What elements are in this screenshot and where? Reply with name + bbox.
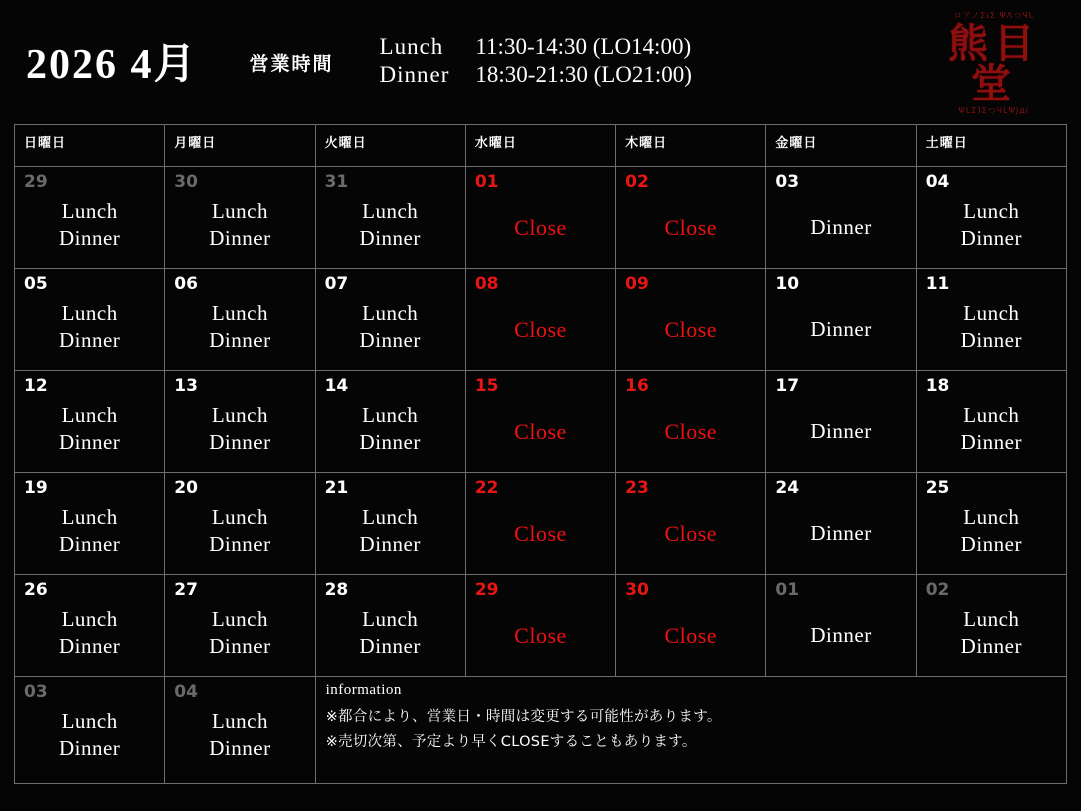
calendar-day-cell[interactable] [465, 575, 615, 677]
calendar-day-status-line: Close [664, 316, 718, 342]
calendar-day-status [917, 402, 1066, 456]
calendar-day-status-line: Lunch [211, 708, 268, 733]
calendar-day-status-line: Dinner [209, 633, 271, 658]
calendar-day-cell[interactable] [15, 269, 165, 371]
calendar-day-status [15, 606, 164, 660]
calendar-day-cell[interactable] [165, 473, 315, 575]
calendar-day-status [15, 504, 164, 558]
calendar-day-number: 27 [174, 580, 198, 600]
calendar-day-number: 24 [775, 478, 800, 498]
calendar-day-status-line: Dinner [359, 429, 421, 454]
calendar-day-status [766, 316, 915, 343]
calendar-day-number: 31 [324, 172, 349, 192]
business-hours-name-lunch: Lunch [379, 34, 444, 59]
calendar-day-status [316, 198, 465, 252]
calendar-day-status-line: Lunch [963, 606, 1020, 631]
calendar-day-cell[interactable] [916, 371, 1066, 473]
calendar-day-status-line: Lunch [211, 606, 268, 631]
calendar-day-status [466, 622, 615, 650]
calendar-day-status [917, 606, 1066, 660]
calendar-day-cell[interactable] [616, 575, 766, 677]
calendar-day-status-line: Dinner [810, 622, 872, 647]
calendar-day-cell[interactable] [916, 575, 1066, 677]
calendar-day-status-line: Dinner [209, 429, 271, 454]
calendar-day-cell[interactable] [315, 371, 465, 473]
calendar-day-status-line: Dinner [58, 429, 121, 454]
calendar-day-status-line: Lunch [963, 504, 1020, 529]
calendar-day-status [165, 198, 314, 252]
calendar-day-number: 02 [625, 172, 649, 192]
calendar-day-cell[interactable] [15, 677, 165, 784]
calendar-day-status [316, 402, 465, 456]
calendar-day-number: 22 [474, 478, 499, 498]
calendar-day-status-line: Dinner [58, 633, 121, 658]
calendar-day-status-line: Close [514, 316, 567, 342]
monthly-calendar [14, 124, 1067, 784]
calendar-day-status-line: Dinner [810, 418, 872, 443]
calendar-weekday-header: 日曜日 [15, 125, 165, 167]
calendar-day-number: 20 [174, 478, 198, 498]
calendar-day-cell[interactable] [165, 677, 315, 784]
calendar-day-cell[interactable] [616, 167, 766, 269]
calendar-day-cell[interactable] [165, 575, 315, 677]
calendar-day-status [15, 198, 164, 252]
calendar-day-number: 17 [775, 376, 800, 396]
calendar-weekday-header: 水曜日 [465, 125, 615, 167]
calendar-day-number: 03 [775, 172, 800, 192]
calendar-day-number: 02 [925, 580, 950, 600]
calendar-day-status [165, 300, 314, 354]
calendar-day-status [917, 300, 1066, 354]
calendar-day-cell[interactable] [315, 473, 465, 575]
calendar-day-status-line: Lunch [362, 300, 419, 325]
calendar-day-number: 30 [174, 172, 198, 192]
calendar-day-status-line: Dinner [960, 225, 1022, 250]
calendar-day-number: 03 [24, 682, 48, 702]
calendar-day-number: 30 [625, 580, 649, 600]
calendar-day-status-line: Close [664, 214, 718, 240]
calendar-weekday-header: 土曜日 [916, 125, 1066, 167]
business-hours-label: 営業時間 [249, 52, 334, 75]
calendar-day-status-line: Dinner [810, 520, 872, 545]
business-hours-time-lunch: 11:30-14:30 (LO14:00) [475, 34, 692, 59]
calendar-day-cell[interactable] [766, 473, 916, 575]
logo-main-text: 熊目堂 [948, 21, 1040, 106]
calendar-day-number: 10 [775, 274, 800, 294]
calendar-day-cell[interactable] [766, 575, 916, 677]
calendar-day-number: 01 [775, 580, 800, 600]
calendar-day-number: 16 [625, 376, 649, 396]
calendar-day-status-line: Lunch [362, 504, 419, 529]
calendar-day-status-line: Dinner [58, 735, 121, 760]
calendar-day-status-line: Lunch [61, 402, 118, 427]
calendar-day-cell[interactable] [766, 167, 916, 269]
calendar-day-status-line: Dinner [359, 531, 421, 556]
calendar-day-number: 04 [174, 682, 198, 702]
calendar-day-cell[interactable] [616, 473, 766, 575]
calendar-week-row [15, 473, 1067, 575]
calendar-day-status-line: Dinner [960, 633, 1022, 658]
calendar-day-cell[interactable] [465, 269, 615, 371]
calendar-day-cell[interactable] [315, 575, 465, 677]
calendar-day-status [766, 214, 915, 241]
calendar-day-cell[interactable] [465, 371, 615, 473]
calendar-day-number: 05 [24, 274, 48, 294]
calendar-day-number: 15 [474, 376, 499, 396]
calendar-weekday-header: 金曜日 [766, 125, 916, 167]
calendar-day-status-line: Dinner [58, 225, 121, 250]
calendar-day-status [316, 504, 465, 558]
calendar-day-number: 04 [925, 172, 950, 192]
calendar-day-status [15, 708, 164, 762]
calendar-day-cell[interactable] [465, 473, 615, 575]
calendar-day-status-line: Lunch [61, 606, 118, 631]
calendar-day-cell[interactable] [15, 371, 165, 473]
calendar-day-status-line: Dinner [810, 316, 872, 341]
calendar-day-status-line: Dinner [209, 327, 271, 352]
calendar-day-status-line: Lunch [963, 198, 1020, 223]
calendar-day-status-line: Dinner [209, 531, 271, 556]
calendar-day-status-line: Dinner [359, 327, 421, 352]
calendar-day-status [466, 316, 615, 344]
calendar-day-status-line: Close [664, 418, 718, 444]
calendar-day-status-line: Lunch [61, 300, 118, 325]
calendar-day-number: 14 [324, 376, 349, 396]
calendar-week-row [15, 575, 1067, 677]
calendar-day-number: 23 [625, 478, 649, 498]
calendar-day-cell[interactable] [465, 167, 615, 269]
calendar-day-status [466, 418, 615, 446]
calendar-day-status-line: Dinner [960, 429, 1022, 454]
logo-top-text: ロアノΣιΣ ΨΛつЧL [953, 11, 1035, 20]
calendar-day-number: 07 [324, 274, 349, 294]
calendar-day-status [165, 504, 314, 558]
business-hours-row-dinner [380, 61, 692, 89]
calendar-day-status-line: Lunch [211, 198, 268, 223]
calendar-day-number: 29 [24, 172, 48, 192]
calendar-day-number: 06 [174, 274, 198, 294]
calendar-day-status-line: Dinner [209, 225, 271, 250]
calendar-day-cell[interactable] [916, 269, 1066, 371]
calendar-day-cell[interactable] [15, 167, 165, 269]
calendar-day-status [616, 520, 765, 548]
calendar-day-number: 19 [24, 478, 48, 498]
business-hours-table [380, 33, 692, 89]
calendar-day-status-line: Lunch [211, 402, 268, 427]
calendar-day-status-line: Dinner [58, 531, 121, 556]
calendar-day-status [466, 520, 615, 548]
calendar-day-status-line: Lunch [362, 198, 419, 223]
calendar-day-status-line: Lunch [362, 606, 419, 631]
page-title: 2026 4月 [26, 42, 198, 88]
logo-bottom-text: ΨLΣΊΣつЧLΨЈдί [958, 106, 1030, 115]
calendar-day-status-line: Close [514, 622, 567, 648]
calendar-day-status-line: Dinner [209, 735, 271, 760]
calendar-day-status [766, 418, 915, 445]
calendar-day-status-line: Dinner [960, 327, 1022, 352]
calendar-body [15, 167, 1067, 784]
calendar-weekday-header: 火曜日 [315, 125, 465, 167]
calendar-day-status [466, 214, 615, 242]
calendar-day-status-line: Lunch [963, 402, 1020, 427]
calendar-day-cell[interactable] [766, 371, 916, 473]
information-box [315, 677, 1066, 784]
calendar-day-number: 29 [474, 580, 499, 600]
calendar-day-number: 13 [174, 376, 198, 396]
calendar-day-number: 11 [925, 274, 950, 294]
calendar-day-status-line: Lunch [211, 300, 268, 325]
calendar-day-status-line: Lunch [61, 708, 118, 733]
calendar-day-number: 21 [324, 478, 349, 498]
calendar-day-cell[interactable] [315, 167, 465, 269]
calendar-day-status [766, 622, 915, 649]
restaurant-logo [929, 12, 1059, 115]
calendar-day-status [15, 402, 164, 456]
calendar-day-cell[interactable] [165, 269, 315, 371]
calendar-day-cell[interactable] [616, 371, 766, 473]
calendar-day-status [616, 622, 765, 650]
calendar-day-status-line: Dinner [359, 633, 421, 658]
calendar-day-number: 18 [925, 376, 950, 396]
calendar-day-cell[interactable] [15, 575, 165, 677]
calendar-day-status-line: Close [664, 622, 718, 648]
calendar-day-status [616, 418, 765, 446]
calendar-day-cell[interactable] [315, 269, 465, 371]
calendar-day-status-line: Close [664, 520, 718, 546]
calendar-day-status-line: Close [514, 520, 567, 546]
calendar-day-status [165, 402, 314, 456]
calendar-day-status [316, 606, 465, 660]
calendar-day-cell[interactable] [916, 473, 1066, 575]
calendar-day-status-line: Lunch [211, 504, 268, 529]
calendar-day-number: 01 [474, 172, 499, 192]
calendar-day-status-line: Lunch [362, 402, 419, 427]
calendar-day-status [766, 520, 915, 547]
calendar-day-cell[interactable] [15, 473, 165, 575]
calendar-day-status [616, 316, 765, 344]
business-hours-time-dinner: 18:30-21:30 (LO21:00) [475, 62, 692, 87]
calendar-weekday-header: 月曜日 [165, 125, 315, 167]
calendar-day-status [15, 300, 164, 354]
calendar-day-number: 12 [24, 376, 48, 396]
calendar-day-status-line: Lunch [963, 300, 1020, 325]
calendar-week-row [15, 167, 1067, 269]
information-line: ※都合により、営業日・時間は変更する可能性があります。 [325, 709, 722, 725]
calendar-day-status [316, 300, 465, 354]
calendar-week-row [15, 677, 1067, 784]
calendar-day-status-line: Dinner [359, 225, 421, 250]
calendar-day-status-line: Close [514, 418, 567, 444]
calendar-day-cell[interactable] [165, 371, 315, 473]
calendar-day-status [917, 504, 1066, 558]
calendar-day-status-line: Dinner [960, 531, 1022, 556]
information-line: ※売切次第、予定より早くCLOSEすることもあります。 [325, 733, 697, 750]
calendar-week-row [15, 269, 1067, 371]
calendar-day-status [616, 214, 765, 242]
calendar-week-row [15, 371, 1067, 473]
business-hours-name-dinner: Dinner [379, 62, 450, 87]
calendar-header-row [15, 125, 1067, 167]
calendar-day-cell[interactable] [916, 167, 1066, 269]
page-header [0, 0, 1081, 118]
calendar-day-number: 25 [925, 478, 950, 498]
calendar-day-number: 08 [474, 274, 499, 294]
calendar-weekday-header: 木曜日 [616, 125, 766, 167]
calendar-day-status [165, 606, 314, 660]
calendar-day-number: 28 [324, 580, 349, 600]
calendar-day-number: 09 [625, 274, 649, 294]
calendar-day-status-line: Dinner [58, 327, 121, 352]
business-hours-row-lunch [380, 33, 692, 61]
calendar-day-status-line: Close [514, 214, 567, 240]
calendar-day-status [165, 708, 314, 762]
calendar-day-cell[interactable] [616, 269, 766, 371]
calendar-day-status-line: Lunch [61, 198, 118, 223]
calendar-day-status [917, 198, 1066, 252]
calendar-day-status-line: Lunch [61, 504, 118, 529]
calendar-day-cell[interactable] [165, 167, 315, 269]
calendar-day-status-line: Dinner [810, 214, 872, 239]
information-title: information [325, 682, 402, 698]
calendar-day-cell[interactable] [766, 269, 916, 371]
calendar-day-number: 26 [24, 580, 48, 600]
